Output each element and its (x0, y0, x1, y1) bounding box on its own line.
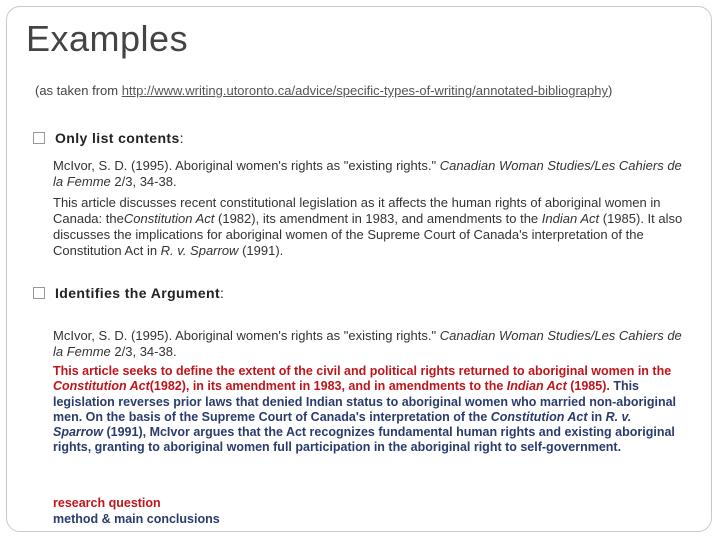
citation-2: McIvor, S. D. (1995). Aboriginal women's rights as "existing rights." Canadian Woman Studies/Les Cahiers de la Femme 2/3, 34-38. (53, 328, 682, 359)
bullet-box-icon (33, 132, 45, 144)
summary-1: This article discusses recent constitutional legislation as it affects the human rights of aboriginal women in Canada: theConstitution Act (1982), its amendment in 1983, and amendments to the Indian Act (1985). It also discusses the implications for aboriginal women of the Supreme Court of Canada's interpretation of the Constitution Act in R. v. Sparrow (1991). (53, 195, 683, 258)
bullet-box-icon (33, 287, 45, 299)
slide-title: Examples (26, 18, 189, 59)
legend-method-conclusions: method & main conclusions (53, 512, 220, 526)
citation-1: McIvor, S. D. (1995). Aboriginal women's rights as "existing rights." Canadian Woman Studies/Les Cahiers de la Femme 2/3, 34-38. (53, 158, 682, 189)
bullet-label: Identifies the Argument (55, 285, 221, 301)
research-question-text: This article seeks to define the extent of the civil and political rights returned to aboriginal women in the (53, 364, 672, 378)
bullet-only-list-contents: Only list contents: (33, 130, 184, 146)
source-prefix: (as taken from (35, 83, 122, 98)
conclusions-text: This legislation reverses prior laws that denied Indian status to aboriginal women who married non-aboriginal men. On the basis of the Supreme Court of Canada's interpretation of the (53, 379, 677, 424)
source-link[interactable]: http://www.writing.utoronto.ca/advice/specific-types-of-writing/annotated-bibliography (121, 83, 608, 98)
bullet-label: Only list contents (55, 130, 180, 146)
source-line (35, 83, 612, 98)
argument-paragraph: This article seeks to define the extent of the civil and political rights returned to aboriginal women in the Constitution Act(1982), in its amendment in 1983, and in amendments to the Indian Act (1985). This legislation reverses prior laws that denied Indian status to aboriginal women who married non-aboriginal men. On the basis of the Supreme Court of Canada's interpretation of the Constitution Act in R. v. Sparrow (1991), McIvor argues that the Act recognizes fundamental human rights and existing aboriginal rights, granting to aboriginal women full participation in the aboriginal right to self-government. (53, 364, 677, 455)
legend-research-question: research question (53, 496, 161, 510)
source-suffix: ) (608, 83, 613, 98)
bullet-identifies-argument: Identifies the Argument: (33, 285, 224, 301)
